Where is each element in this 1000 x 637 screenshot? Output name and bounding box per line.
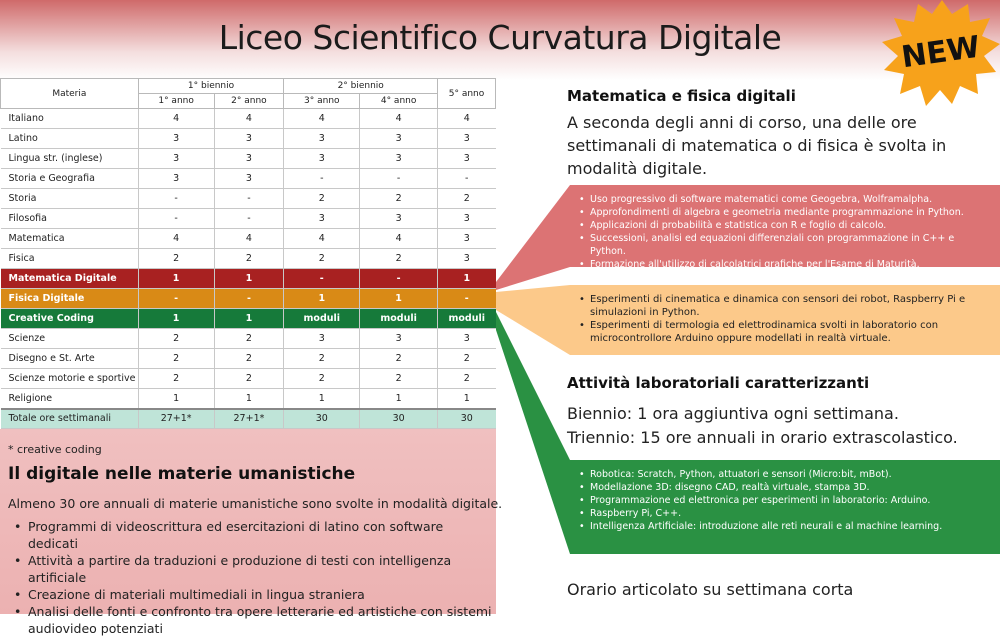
value-cell: moduli [438,309,496,329]
value-cell: 2 [360,349,438,369]
value-cell: 2 [360,249,438,269]
value-cell: 1 [214,389,284,409]
value-cell: 3 [138,129,214,149]
subject-cell: Matematica [1,229,139,249]
subject-cell: Fisica [1,249,139,269]
value-cell: 1 [438,269,496,289]
page-title: Liceo Scientifico Curvatura Digitale [218,18,782,57]
value-cell: 2 [360,189,438,209]
list-item: • Raspberry Pi, C++. [578,507,990,520]
value-cell: - [138,189,214,209]
subject-cell: Latino [1,129,139,149]
list-item: • Robotica: Scratch, Python, attuatori e sensori (Micro:bit, mBot). [578,468,990,481]
value-cell: 2 [360,369,438,389]
list-item: • Esperimenti di termologia ed elettrodinamica svolti in laboratorio con microcontrollore Arduino oppure modellati in realtà virtuale. [578,319,990,345]
value-cell: 1 [138,389,214,409]
list-item: • Successioni, analisi ed equazioni differenziali con programmazione in C++ e Python. [578,232,990,258]
value-cell: 27+1* [214,409,284,429]
value-cell: 1 [214,269,284,289]
footer-text: Orario articolato su settimana corta [567,580,854,599]
value-cell: - [284,169,360,189]
value-cell: 2 [284,249,360,269]
list-item: • Programmi di videoscrittura ed esercitazioni di latino con software dedicati [12,518,492,552]
value-cell: 2 [438,189,496,209]
subject-cell: Creative Coding [1,309,139,329]
subject-cell: Religione [1,389,139,409]
subject-cell: Disegno e St. Arte [1,349,139,369]
value-cell: 2 [214,249,284,269]
math-digital-box [570,185,1000,270]
value-cell: 1 [284,389,360,409]
header-year4: 4° anno [360,94,438,109]
value-cell: 3 [438,149,496,169]
value-cell: 2 [138,329,214,349]
list-item: • Applicazioni di probabilità e statistica con R e foglio di calcolo. [578,219,990,232]
value-cell: - [360,169,438,189]
value-cell: 3 [284,149,360,169]
value-cell: 3 [360,329,438,349]
header-subject: Materia [1,79,139,109]
value-cell: 4 [138,229,214,249]
value-cell: 3 [284,329,360,349]
connector-green [496,312,570,554]
subject-cell: Matematica Digitale [1,269,139,289]
value-cell: 4 [360,229,438,249]
value-cell: 3 [138,169,214,189]
list-item: • Esperimenti di cinematica e dinamica con sensori dei robot, Raspberry Pi e simulazioni in Python. [578,293,990,319]
list-item: • Approfondimenti di algebra e geometria mediante programmazione in Python. [578,206,990,219]
value-cell: 3 [360,149,438,169]
list-item: • Programmazione ed elettronica per esperimenti in laboratorio: Arduino. [578,494,990,507]
value-cell: 1 [138,269,214,289]
value-cell: 2 [284,369,360,389]
value-cell: 3 [438,229,496,249]
value-cell: 1 [284,289,360,309]
value-cell: - [138,209,214,229]
math-physics-title: Matematica e fisica digitali [567,87,796,105]
value-cell: 1 [360,289,438,309]
subject-cell: Lingua str. (inglese) [1,149,139,169]
header-year2: 2° anno [214,94,284,109]
value-cell: 3 [284,209,360,229]
list-item: • Attività a partire da traduzioni e produzione di testi con intelligenza artificiale [12,552,492,586]
header-group1: 1° biennio [138,79,284,94]
labs-title: Attività laboratoriali caratterizzanti [567,374,870,392]
subject-cell: Totale ore settimanali [1,409,139,429]
value-cell: - [138,289,214,309]
value-cell: 3 [214,129,284,149]
value-cell: 30 [438,409,496,429]
header-group2: 2° biennio [284,79,438,94]
header-year1: 1° anno [138,94,214,109]
value-cell: 4 [360,109,438,129]
value-cell: 2 [438,349,496,369]
value-cell: 4 [284,109,360,129]
value-cell: 2 [138,369,214,389]
value-cell: 3 [438,129,496,149]
value-cell: 2 [214,349,284,369]
value-cell: 4 [284,229,360,249]
humanities-title: Il digitale nelle materie umanistiche [8,464,356,484]
value-cell: 2 [138,349,214,369]
value-cell: 2 [284,349,360,369]
footnote: * creative coding [8,443,102,456]
value-cell: 3 [138,149,214,169]
value-cell: 4 [214,229,284,249]
value-cell: 3 [360,129,438,149]
header-year5: 5° anno [438,79,496,109]
creative-coding-box [570,460,1000,554]
value-cell: 1 [438,389,496,409]
header-year3: 3° anno [284,94,360,109]
value-cell: - [214,289,284,309]
labs-line2: Triennio: 15 ore annuali in orario extrascolastico. [567,428,958,447]
value-cell: 2 [284,189,360,209]
value-cell: 4 [438,109,496,129]
value-cell: 1 [138,309,214,329]
value-cell: moduli [284,309,360,329]
physics-digital-box [570,285,1000,355]
list-item: • Creazione di materiali multimediali in lingua straniera [12,586,492,603]
list-item: • Modellazione 3D: disegno CAD, realtà virtuale, stampa 3D. [578,481,990,494]
subject-cell: Storia [1,189,139,209]
value-cell: 3 [284,129,360,149]
humanities-intro: Almeno 30 ore annuali di materie umanistiche sono svolte in modalità digitale. [8,496,503,511]
value-cell: - [360,269,438,289]
value-cell: 3 [360,209,438,229]
connector-red [496,185,570,290]
subject-cell: Fisica Digitale [1,289,139,309]
value-cell: - [214,209,284,229]
list-item: • Uso progressivo di software matematici come Geogebra, Wolframalpha. [578,193,990,206]
value-cell: 1 [214,309,284,329]
list-item: • Analisi delle fonti e confronto tra opere letterarie ed artistiche con sistemi audiovideo potenziati [12,603,492,637]
value-cell: 30 [284,409,360,429]
value-cell: 30 [360,409,438,429]
value-cell: - [284,269,360,289]
labs-line1: Biennio: 1 ora aggiuntiva ogni settimana. [567,404,899,423]
value-cell: - [214,189,284,209]
value-cell: 27+1* [138,409,214,429]
list-item: • Intelligenza Artificiale: introduzione alle reti neurali e al machine learning. [578,520,990,533]
value-cell: 3 [214,149,284,169]
math-physics-text: A seconda degli anni di corso, una delle ore settimanali di matematica o di fisica è svolta in modalità digitale. [567,113,947,178]
value-cell: 4 [214,109,284,129]
new-badge-text: NEW [899,29,983,76]
value-cell: 1 [360,389,438,409]
value-cell: moduli [360,309,438,329]
value-cell: 3 [438,329,496,349]
list-item: • Formazione all'utilizzo di calcolatrici grafiche per l'Esame di Maturità. [578,258,990,271]
value-cell: - [438,289,496,309]
value-cell: 2 [214,369,284,389]
value-cell: 2 [438,369,496,389]
subject-cell: Scienze motorie e sportive [1,369,139,389]
value-cell: 2 [138,249,214,269]
value-cell: 3 [214,169,284,189]
subject-cell: Filosofia [1,209,139,229]
value-cell: 4 [138,109,214,129]
subject-cell: Italiano [1,109,139,129]
value-cell: 3 [438,249,496,269]
subject-cell: Scienze [1,329,139,349]
subject-cell: Storia e Geografia [1,169,139,189]
value-cell: - [438,169,496,189]
value-cell: 2 [214,329,284,349]
value-cell: 3 [438,209,496,229]
